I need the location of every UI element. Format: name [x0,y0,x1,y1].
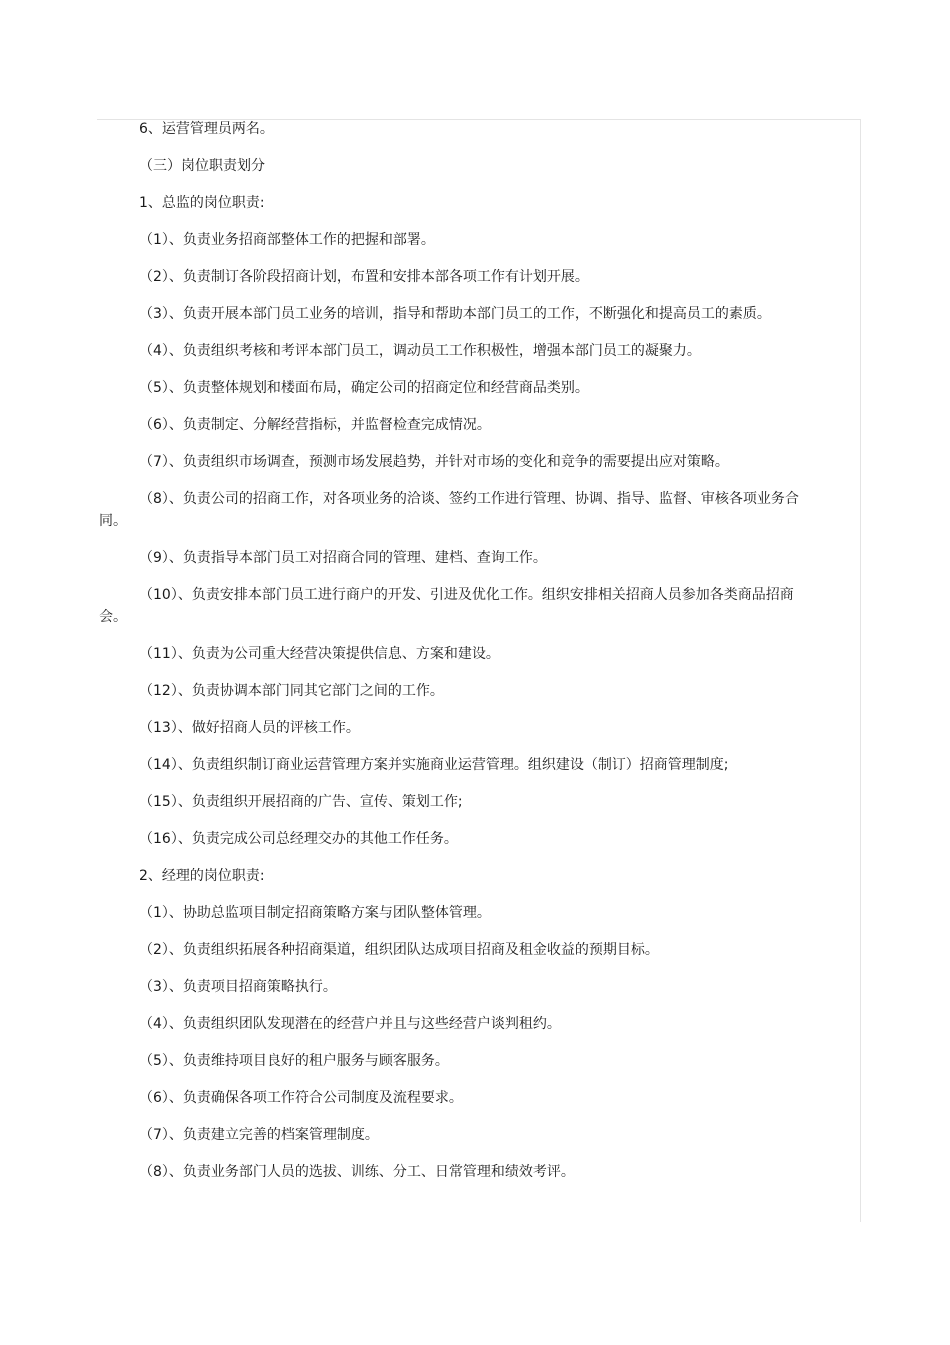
director-duty-1: （1）、负责业务招商部整体工作的把握和部署。 [139,232,435,248]
director-duty-16: （16）、负责完成公司总经理交办的其他工作任务。 [139,831,458,847]
director-duty-8: （8）、负责公司的招商工作，对各项业务的洽谈、签约工作进行管理、协调、指导、监督、审核各项业务合同。 [99,491,799,529]
manager-duty-5: （5）、负责维持项目良好的租户服务与顾客服务。 [139,1053,449,1069]
director-duty-9: （9）、负责指导本部门员工对招商合同的管理、建档、查询工作。 [139,550,547,566]
director-duty-11: （11）、负责为公司重大经营决策提供信息、方案和建设。 [139,646,500,662]
document-body [99,118,799,1183]
paragraph-staffing-item-6: 6、运营管理员两名。 [139,121,274,137]
director-duty-6: （6）、负责制定、分解经营指标，并监督检查完成情况。 [139,417,491,433]
director-duty-7: （7）、负责组织市场调查，预测市场发展趋势，并针对市场的变化和竞争的需要提出应对策略。 [139,454,729,470]
director-duty-5: （5）、负责整体规划和楼面布局，确定公司的招商定位和经营商品类别。 [139,380,589,396]
manager-duty-1: （1）、协助总监项目制定招商策略方案与团队整体管理。 [139,905,491,921]
director-duty-14: （14）、负责组织制订商业运营管理方案并实施商业运营管理。组织建设（制订）招商管理制度; [139,757,729,773]
director-duty-2: （2）、负责制订各阶段招商计划，布置和安排本部各项工作有计划开展。 [139,269,589,285]
director-duty-15: （15）、负责组织开展招商的广告、宣传、策划工作; [139,794,463,810]
director-duty-12: （12）、负责协调本部门同其它部门之间的工作。 [139,683,444,699]
manager-duty-2: （2）、负责组织拓展各种招商渠道，组织团队达成项目招商及租金收益的预期目标。 [139,942,659,958]
manager-duty-7: （7）、负责建立完善的档案管理制度。 [139,1127,379,1143]
director-duty-13: （13）、做好招商人员的评核工作。 [139,720,360,736]
section-heading-responsibilities: （三）岗位职责划分 [139,158,265,174]
manager-duty-8: （8）、负责业务部门人员的选拔、训练、分工、日常管理和绩效考评。 [139,1164,575,1180]
director-duty-4: （4）、负责组织考核和考评本部门员工，调动员工工作积极性，增强本部门员工的凝聚力。 [139,343,701,359]
director-duty-3: （3）、负责开展本部门员工业务的培训，指导和帮助本部门员工的工作，不断强化和提高员工的素质。 [139,306,771,322]
manager-duty-4: （4）、负责组织团队发现潜在的经营户并且与这些经营户谈判租约。 [139,1016,561,1032]
subheading-manager-duties: 2、经理的岗位职责: [139,868,265,884]
manager-duty-6: （6）、负责确保各项工作符合公司制度及流程要求。 [139,1090,463,1106]
subheading-director-duties: 1、总监的岗位职责: [139,195,265,211]
director-duty-10: （10）、负责安排本部门员工进行商户的开发、引进及优化工作。组织安排相关招商人员参加各类商品招商会。 [99,587,794,625]
manager-duty-3: （3）、负责项目招商策略执行。 [139,979,337,995]
